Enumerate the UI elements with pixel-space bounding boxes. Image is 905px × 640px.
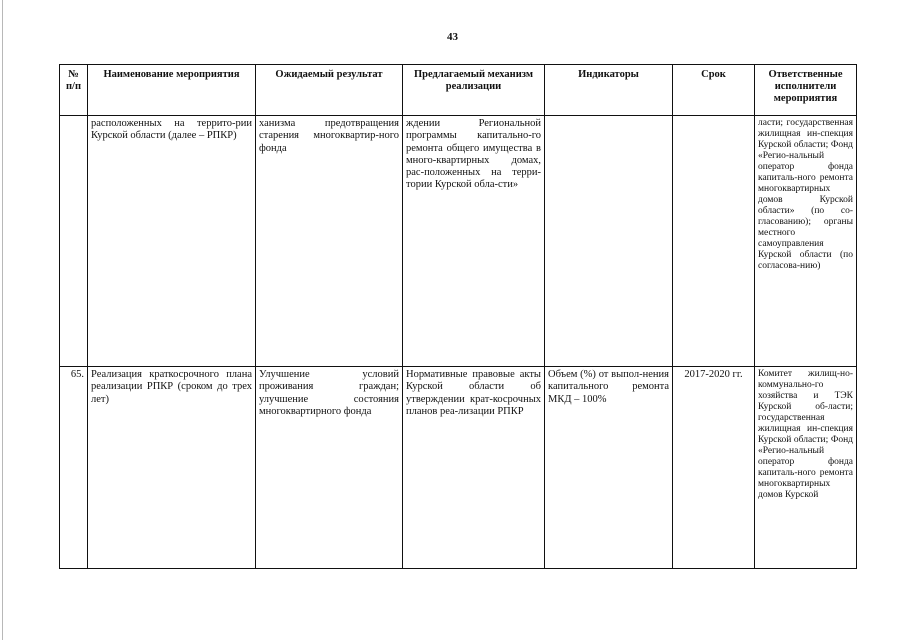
cell-responsible: ласти; государственная жилищная ин-спекция Курской области; Фонд «Регио-нальный оператор фонда капиталь-ного ремонта многоквартирных домов Курской области» (по со-гласованию); органы местного самоуправления Курской области (по согласова-нию) <box>755 116 857 367</box>
measures-table <box>59 64 857 569</box>
cell-indicators: Объем (%) от выпол-нения капитального ремонта МКД – 100% <box>545 367 673 569</box>
cell-name: Реализация краткосрочного плана реализации РПКР (сроком до трех лет) <box>88 367 256 569</box>
table-header-row <box>60 65 857 116</box>
cell-num: 65. <box>60 367 88 569</box>
header-responsible: Ответственные исполнители мероприятия <box>755 65 857 116</box>
cell-name: расположенных на террито-рии Курской области (далее – РПКР) <box>88 116 256 367</box>
page-number: 43 <box>447 31 458 43</box>
header-indicators: Индикаторы <box>545 65 673 116</box>
cell-mechanism: ждении Региональной программы капитально-го ремонта общего имущества в много-квартирных домах, рас-положенных на терри-тории Курской обла-сти» <box>403 116 545 367</box>
page-edge-line <box>2 0 3 640</box>
header-mechanism: Предлагаемый механизм реализации <box>403 65 545 116</box>
cell-result: ханизма предотвращения старения многоквартир-ного фонда <box>256 116 403 367</box>
cell-responsible: Комитет жилищ-но-коммунально-го хозяйства и ТЭК Курской об-ласти; государственная жилищная ин-спекция Курской области; Фонд «Регио-нальный оператор фонда капиталь-ного ремонта многоквартирных домов Курской <box>755 367 857 569</box>
cell-result: Улучшение условий проживания граждан; улучшение состояния многоквартирного фонда <box>256 367 403 569</box>
cell-term <box>673 116 755 367</box>
cell-num <box>60 116 88 367</box>
cell-indicators <box>545 116 673 367</box>
header-num: № п/п <box>60 65 88 116</box>
table-row <box>60 116 857 367</box>
header-name: Наименование мероприятия <box>88 65 256 116</box>
cell-term: 2017-2020 гг. <box>673 367 755 569</box>
cell-mechanism: Нормативные правовые акты Курской области об утверждении крат-косрочных планов реа-лизации РПКР <box>403 367 545 569</box>
table-row <box>60 367 857 569</box>
header-term: Срок <box>673 65 755 116</box>
header-result: Ожидаемый результат <box>256 65 403 116</box>
